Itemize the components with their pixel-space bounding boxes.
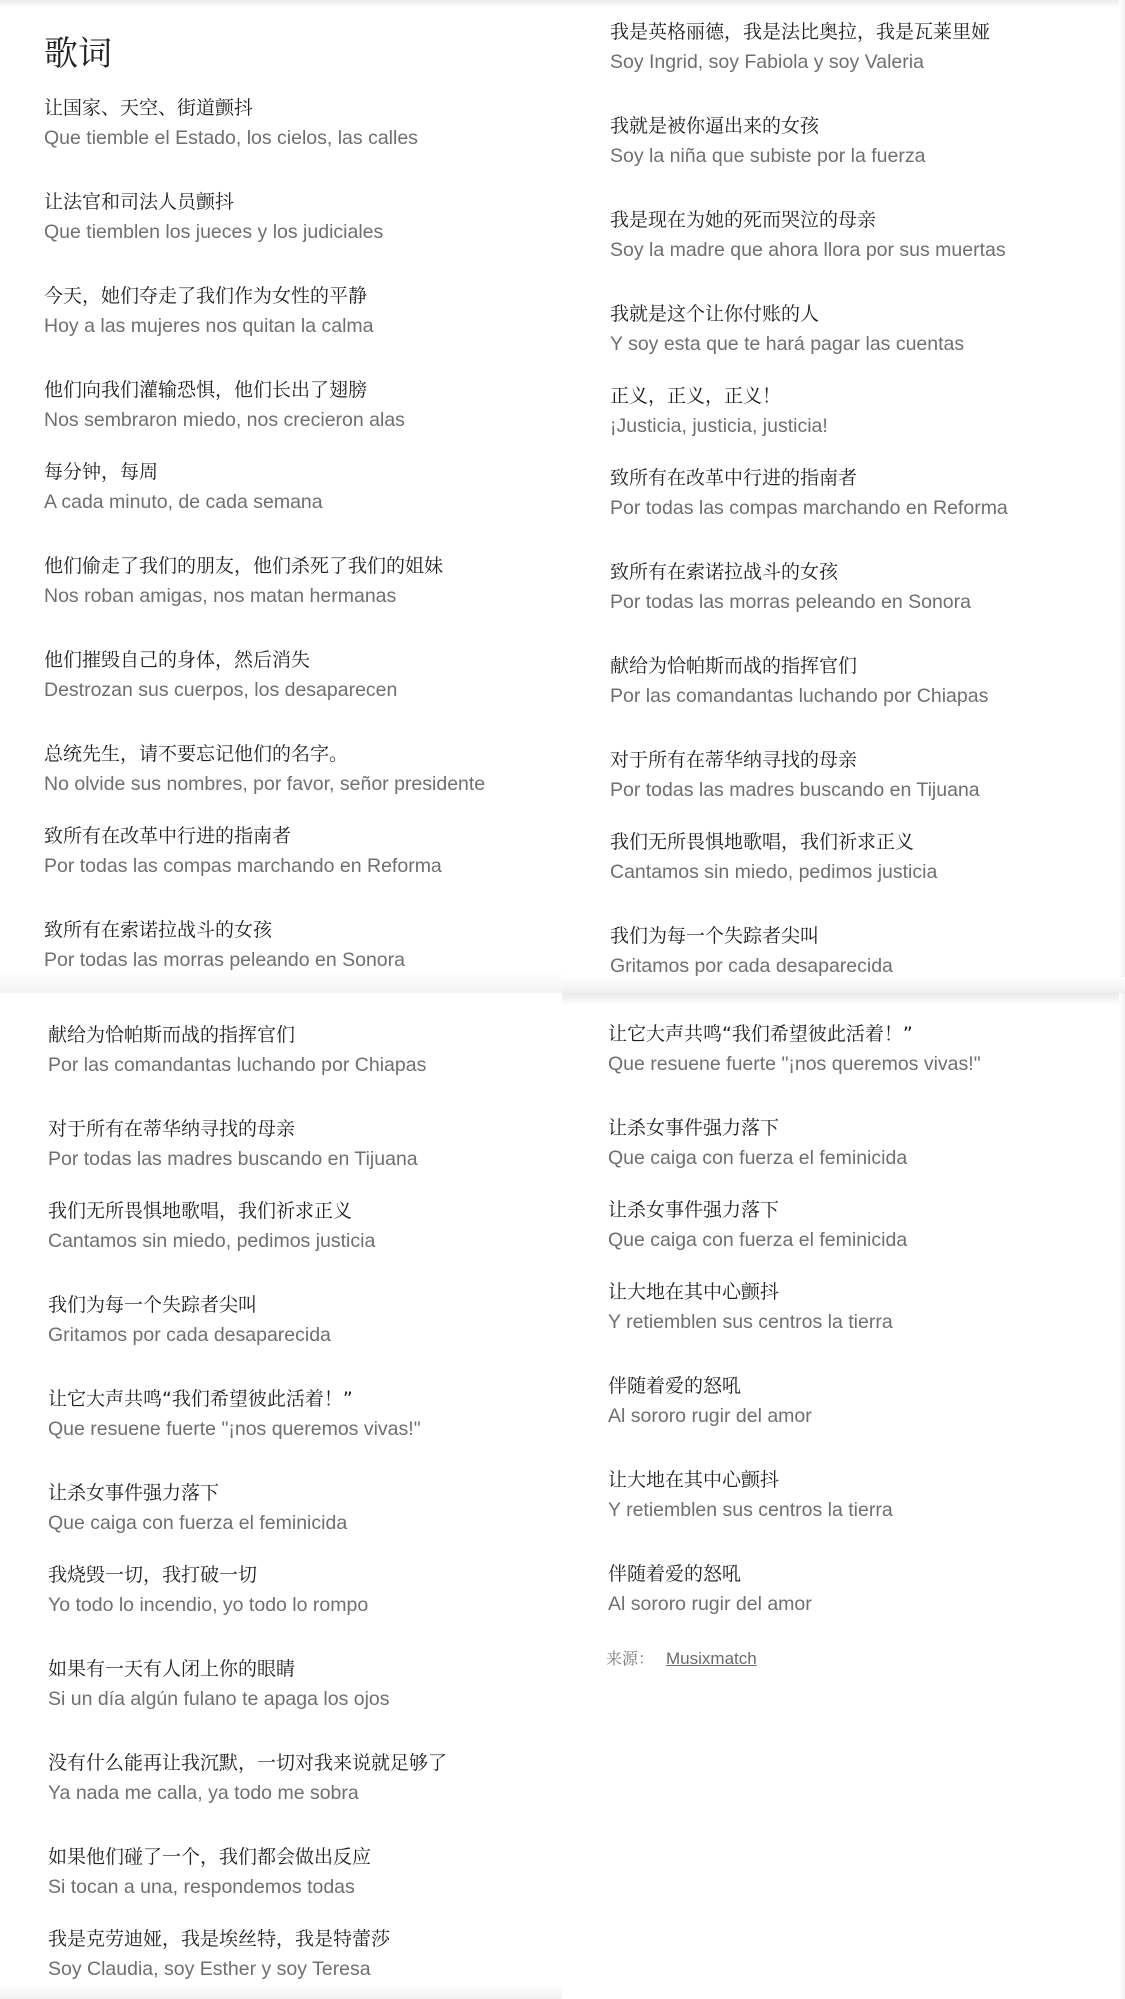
lyric-spanish: Por todas las compas marchando en Reforma: [610, 497, 1008, 519]
lyric-spanish: Soy la madre que ahora llora por sus muertas: [610, 239, 1006, 261]
lyric-chinese: 献给为恰帕斯而战的指挥官们: [610, 655, 858, 677]
lyric-chinese: 我是英格丽德，我是法比奥拉，我是瓦莱里娅: [610, 21, 991, 43]
lyric-spanish: Ya nada me calla, ya todo me sobra: [48, 1782, 359, 1804]
lyric-line: [610, 560, 971, 615]
lyrics-title: 歌词: [44, 34, 112, 74]
lyric-line: [44, 284, 374, 339]
lyrics-panel-top-right: [562, 0, 1125, 993]
lyric-chinese: 我是现在为她的死而哭泣的母亲: [610, 209, 877, 231]
lyric-spanish: Destrozan sus cuerpos, los desaparecen: [44, 679, 398, 701]
lyric-chinese: 每分钟，每周: [44, 461, 159, 483]
lyric-chinese: 致所有在索诺拉战斗的女孩: [44, 919, 273, 941]
lyric-line: [610, 384, 828, 439]
source-label: 来源：: [606, 1649, 655, 1668]
lyric-spanish: Que resuene fuerte "¡nos queremos vivas!": [48, 1418, 421, 1440]
lyric-line: [48, 1657, 390, 1712]
lyric-chinese: 让大地在其中心颤抖: [608, 1469, 780, 1491]
lyric-chinese: 我们为每一个失踪者尖叫: [48, 1294, 258, 1316]
lyric-chinese: 让大地在其中心颤抖: [608, 1281, 780, 1303]
lyric-line: [44, 190, 383, 245]
lyric-spanish: Yo todo lo incendio, yo todo lo rompo: [48, 1594, 369, 1616]
lyric-spanish: Y retiemblen sus centros la tierra: [608, 1499, 893, 1521]
lyric-spanish: Al sororo rugir del amor: [608, 1593, 812, 1615]
lyric-line: [48, 1387, 421, 1442]
panel-edge-shadow: [1119, 0, 1125, 993]
lyric-spanish: Cantamos sin miedo, pedimos justicia: [610, 861, 938, 883]
lyric-line: [48, 1199, 375, 1254]
lyric-line: [44, 742, 485, 797]
lyric-chinese: 让杀女事件强力落下: [48, 1482, 220, 1504]
lyric-spanish: Que tiemblen los jueces y los judiciales: [44, 221, 384, 243]
lyric-line: [608, 1022, 981, 1077]
lyric-spanish: Si tocan a una, respondemos todas: [48, 1876, 355, 1898]
lyric-chinese: 正义，正义，正义！: [610, 385, 782, 407]
panel-edge-shadow: [1119, 993, 1125, 1999]
lyric-line: [48, 1023, 426, 1078]
lyric-line: [48, 1927, 390, 1982]
lyric-chinese: 我就是被你逼出来的女孩: [610, 115, 820, 137]
lyric-chinese: 如果他们碰了一个，我们都会做出反应: [48, 1846, 372, 1868]
lyric-chinese: 没有什么能再让我沉默，一切对我来说就足够了: [48, 1752, 448, 1774]
lyric-spanish: No olvide sus nombres, por favor, señor presidente: [44, 773, 486, 795]
lyric-line: [44, 460, 323, 515]
lyric-spanish: Por todas las madres buscando en Tijuana: [610, 779, 980, 801]
lyric-line: [48, 1481, 347, 1536]
lyric-spanish: Y retiemblen sus centros la tierra: [608, 1311, 893, 1333]
lyric-chinese: 伴随着爱的怒吼: [608, 1375, 742, 1397]
lyric-chinese: 让它大声共鸣“我们希望彼此活着！”: [48, 1388, 353, 1410]
lyric-spanish: Que resuene fuerte "¡nos queremos vivas!": [608, 1053, 981, 1075]
lyric-chinese: 让它大声共鸣“我们希望彼此活着！”: [608, 1023, 913, 1045]
lyric-spanish: Por las comandantas luchando por Chiapas: [610, 685, 989, 707]
lyric-chinese: 致所有在索诺拉战斗的女孩: [610, 561, 839, 583]
lyric-chinese: 如果有一天有人闭上你的眼睛: [48, 1658, 296, 1680]
lyric-line: [44, 918, 405, 973]
lyric-spanish: Que caiga con fuerza el feminicida: [608, 1147, 908, 1169]
lyric-line: [44, 554, 443, 609]
lyric-spanish: A cada minuto, de cada semana: [44, 491, 323, 513]
lyrics-panel-top-left: [0, 0, 562, 993]
lyric-chinese: 对于所有在蒂华纳寻找的母亲: [48, 1118, 296, 1140]
lyric-spanish: Al sororo rugir del amor: [608, 1405, 812, 1427]
lyric-line: [610, 924, 893, 979]
lyric-spanish: Cantamos sin miedo, pedimos justicia: [48, 1230, 376, 1252]
lyric-chinese: 他们摧毁自己的身体，然后消失: [44, 649, 311, 671]
lyric-chinese: 我就是这个让你付账的人: [610, 303, 820, 325]
lyric-spanish: Gritamos por cada desaparecida: [48, 1324, 331, 1346]
lyric-chinese: 今天，她们夺走了我们作为女性的平静: [44, 285, 368, 307]
lyric-line: [610, 466, 1008, 521]
lyric-line: [608, 1562, 812, 1617]
lyric-spanish: Por todas las morras peleando en Sonora: [44, 949, 405, 971]
lyric-line: [608, 1198, 907, 1253]
lyric-line: [608, 1116, 907, 1171]
lyric-chinese: 总统先生，请不要忘记他们的名字。: [44, 743, 349, 765]
lyric-spanish: Soy la niña que subiste por la fuerza: [610, 145, 926, 167]
lyrics-panel-bottom-left: [0, 993, 562, 1999]
lyric-spanish: Que caiga con fuerza el feminicida: [608, 1229, 908, 1251]
lyric-line: [44, 378, 405, 433]
lyric-spanish: Nos sembraron miedo, nos crecieron alas: [44, 409, 405, 431]
lyric-line: [610, 208, 1006, 263]
lyric-spanish: Soy Claudia, soy Esther y soy Teresa: [48, 1958, 371, 1980]
lyric-chinese: 让杀女事件强力落下: [608, 1117, 780, 1139]
lyric-chinese: 我们无所畏惧地歌唱，我们祈求正义: [610, 831, 915, 853]
lyric-chinese: 致所有在改革中行进的指南者: [44, 825, 292, 847]
lyric-spanish: Nos roban amigas, nos matan hermanas: [44, 585, 397, 607]
lyric-line: [48, 1293, 331, 1348]
lyric-spanish: Por todas las madres buscando en Tijuana: [48, 1148, 418, 1170]
lyric-spanish: Gritamos por cada desaparecida: [610, 955, 893, 977]
lyric-chinese: 对于所有在蒂华纳寻找的母亲: [610, 749, 858, 771]
lyric-line: [610, 20, 990, 75]
lyric-spanish: Por todas las morras peleando en Sonora: [610, 591, 971, 613]
lyric-line: [610, 654, 988, 709]
lyric-line: [48, 1117, 418, 1172]
lyric-spanish: Soy Ingrid, soy Fabiola y soy Valeria: [610, 51, 924, 73]
lyric-chinese: 献给为恰帕斯而战的指挥官们: [48, 1024, 296, 1046]
lyric-line: [608, 1468, 893, 1523]
lyric-line: [48, 1845, 371, 1900]
lyric-spanish: Por las comandantas luchando por Chiapas: [48, 1054, 427, 1076]
lyric-line: [610, 830, 937, 885]
lyric-chinese: 我们无所畏惧地歌唱，我们祈求正义: [48, 1200, 353, 1222]
lyrics-source: [606, 1646, 757, 1669]
lyric-line: [44, 824, 442, 879]
lyric-line: [608, 1374, 812, 1429]
lyric-line: [48, 1751, 447, 1806]
lyric-chinese: 我烧毁一切，我打破一切: [48, 1564, 258, 1586]
source-link-musixmatch[interactable]: Musixmatch: [666, 1649, 757, 1668]
lyric-chinese: 我们为每一个失踪者尖叫: [610, 925, 820, 947]
lyric-chinese: 让杀女事件强力落下: [608, 1199, 780, 1221]
lyric-spanish: Que caiga con fuerza el feminicida: [48, 1512, 348, 1534]
lyric-chinese: 伴随着爱的怒吼: [608, 1563, 742, 1585]
lyric-line: [608, 1280, 893, 1335]
lyric-line: [44, 96, 418, 151]
lyric-chinese: 他们偷走了我们的朋友，他们杀死了我们的姐妹: [44, 555, 444, 577]
lyric-line: [610, 114, 925, 169]
lyric-line: [44, 648, 397, 703]
lyric-line: [610, 302, 964, 357]
lyric-spanish: Hoy a las mujeres nos quitan la calma: [44, 315, 374, 337]
lyric-spanish: Y soy esta que te hará pagar las cuentas: [610, 333, 965, 355]
lyric-spanish: Si un día algún fulano te apaga los ojos: [48, 1688, 390, 1710]
lyric-spanish: ¡Justicia, justicia, justicia!: [610, 415, 828, 437]
lyric-chinese: 致所有在改革中行进的指南者: [610, 467, 858, 489]
lyric-chinese: 让国家、天空、街道颤抖: [44, 97, 254, 119]
lyrics-panel-bottom-right: [562, 993, 1125, 1999]
lyric-line: [48, 1563, 368, 1618]
lyric-chinese: 他们向我们灌输恐惧，他们长出了翅膀: [44, 379, 368, 401]
lyric-line: [610, 748, 980, 803]
lyric-chinese: 我是克劳迪娅，我是埃丝特，我是特蕾莎: [48, 1928, 391, 1950]
lyric-spanish: Que tiemble el Estado, los cielos, las calles: [44, 127, 418, 149]
lyric-chinese: 让法官和司法人员颤抖: [44, 191, 235, 213]
lyric-spanish: Por todas las compas marchando en Reforma: [44, 855, 442, 877]
